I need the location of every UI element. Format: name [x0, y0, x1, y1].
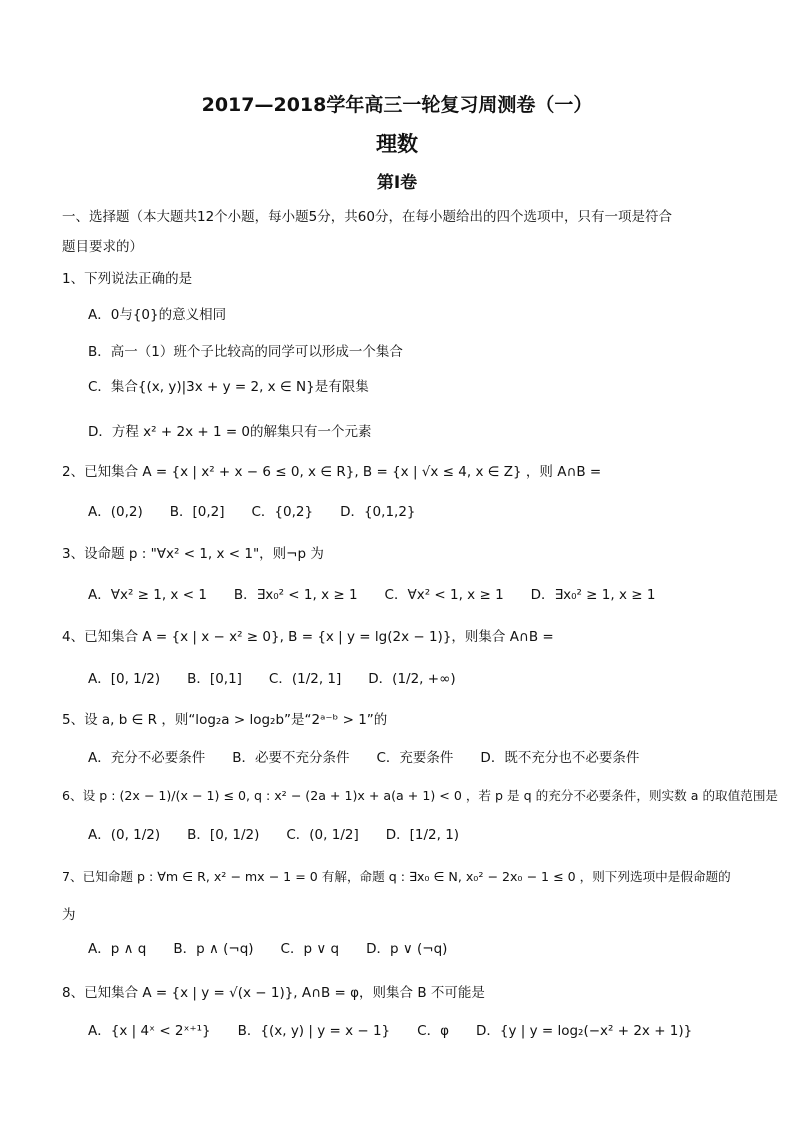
part-title: 第Ⅰ卷 [376, 173, 418, 193]
options-row: A．{x | 4ˣ < 2ˣ⁺¹} B．{(x, y) | y = x − 1} C．φ D．{y | y = log₂(−x² + 2x + 1)} [88, 1023, 693, 1039]
options-row: A．(0, 1/2) B．[0, 1/2) C．(0, 1/2] D．[1/2, 1) [88, 827, 460, 843]
subject-title: 理数 [376, 132, 418, 156]
option-d: D．方程 x² + 2x + 1 = 0的解集只有一个元素 [88, 424, 372, 440]
question-stem: 1、下列说法正确的是 [62, 271, 193, 287]
question-stem-line2: 为 [62, 907, 76, 923]
options-row: A．[0, 1/2) B．[0,1] C．(1/2, 1] D．(1/2, +∞) [88, 671, 456, 687]
question-stem: 2、已知集合 A = {x | x² + x − 6 ≤ 0, x ∈ R}, B = {x | √x ≤ 4, x ∈ Z} ，则 A∩B = [62, 464, 602, 480]
question-stem: 3、设命题 p : "∀x² < 1, x < 1"，则¬p 为 [62, 546, 324, 562]
question-stem: 5、设 a, b ∈ R ，则“log₂a > log₂b”是“2ᵃ⁻ᵇ > 1”的 [62, 712, 388, 728]
question-stem-line1: 7、已知命题 p : ∀m ∈ R, x² − mx − 1 = 0 有解，命题 q : ∃x₀ ∈ N, x₀² − 2x₀ − 1 ≤ 0 ，则下列选项中是假命题的 [62, 869, 731, 884]
options-row: A．(0,2) B．[0,2] C．{0,2} D．{0,1,2} [88, 504, 416, 520]
option-c: C．集合{(x, y)|3x + y = 2, x ∈ N}是有限集 [88, 379, 369, 395]
option-a: A．0与{0}的意义相同 [88, 307, 227, 323]
question-stem: 6、设 p : (2x − 1)/(x − 1) ≤ 0, q : x² − (2a + 1)x + a(a + 1) < 0 ，若 p 是 q 的充分不必要条件，则实数 a 的取值范围是 [62, 788, 779, 803]
question-stem: 8、已知集合 A = {x | y = √(x − 1)}, A∩B = φ，则集合 B 不可能是 [62, 985, 485, 1001]
section-instructions-line2: 题目要求的） [62, 239, 143, 255]
options-row: A．∀x² ≥ 1, x < 1 B．∃x₀² < 1, x ≥ 1 C．∀x² < 1, x ≥ 1 D．∃x₀² ≥ 1, x ≥ 1 [88, 587, 656, 603]
option-b: B．高一（1）班个子比较高的同学可以形成一个集合 [88, 344, 403, 360]
options-row: A．充分不必要条件 B．必要不充分条件 C．充要条件 D．既不充分也不必要条件 [88, 750, 640, 766]
question-stem: 4、已知集合 A = {x | x − x² ≥ 0}, B = {x | y = lg(2x − 1)}，则集合 A∩B = [62, 629, 554, 645]
section-instructions-line1: 一、选择题（本大题共12个小题，每小题5分，共60分，在每小题给出的四个选项中，只有一项是符合 [62, 209, 672, 225]
options-row: A．p ∧ q B．p ∧ (¬q) C．p ∨ q D．p ∨ (¬q) [88, 941, 448, 957]
exam-title: 2017—2018学年高三一轮复习周测卷（一） [201, 94, 593, 116]
